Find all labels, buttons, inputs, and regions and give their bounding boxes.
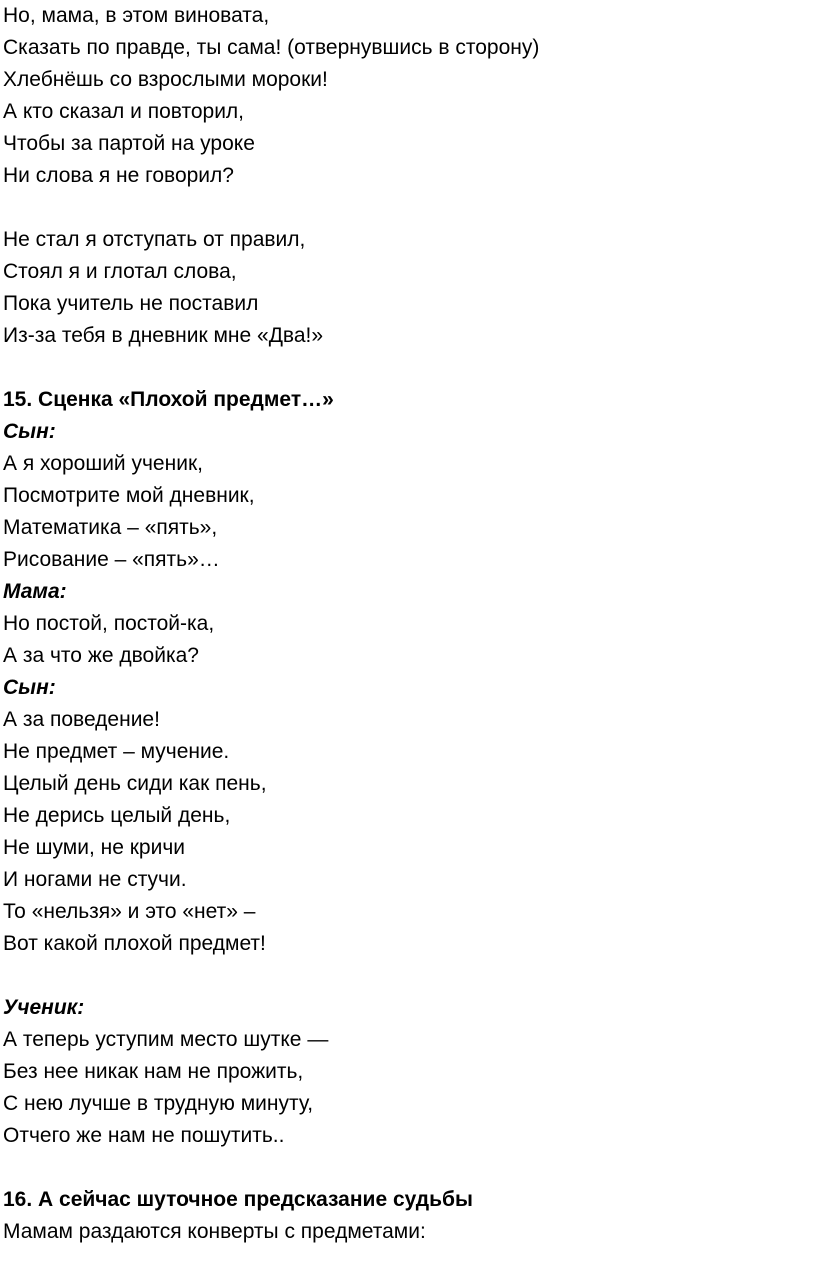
scene-15 — [3, 384, 813, 960]
poem-line: Без нее никак нам не прожить, — [3, 1060, 304, 1083]
dialogue-line: А за что же двойка? — [3, 644, 199, 667]
dialogue-line: А я хороший ученик, — [3, 452, 203, 475]
poem-stanza-1 — [3, 0, 813, 192]
poem-line: Из-за тебя в дневник мне «Два!» — [3, 324, 324, 347]
blank-line — [3, 960, 813, 992]
speaker-label-mom: Мама: — [3, 580, 67, 603]
dialogue-line: И ногами не стучи. — [3, 868, 187, 891]
dialogue-line: Целый день сиди как пень, — [3, 772, 267, 795]
dialogue-line: Не шуми, не кричи — [3, 836, 186, 859]
dialogue-line: Рисование – «пять»… — [3, 548, 220, 571]
document-page — [3, 0, 813, 1248]
speaker-label-son: Сын: — [3, 676, 56, 699]
poem-line: А кто сказал и повторил, — [3, 100, 245, 123]
section-16 — [3, 1184, 813, 1248]
poem-line: Но, мама, в этом виновата, — [3, 4, 270, 27]
speaker-label-pupil: Ученик: — [3, 996, 85, 1019]
poem-line: Чтобы за партой на уроке — [3, 132, 255, 155]
poem-line: Хлебнёшь со взрослыми мороки! — [3, 68, 328, 91]
poem-line: Пока учитель не поставил — [3, 292, 259, 315]
pupil-verse — [3, 992, 813, 1152]
poem-stanza-2 — [3, 224, 813, 352]
blank-line — [3, 1152, 813, 1184]
poem-line: Не стал я отступать от правил, — [3, 228, 306, 251]
dialogue-line: Но постой, постой-ка, — [3, 612, 215, 635]
poem-line: А теперь уступим место шутке — — [3, 1028, 329, 1051]
dialogue-line: Не дерись целый день, — [3, 804, 231, 827]
dialogue-line: То «нельзя» и это «нет» – — [3, 900, 256, 923]
dialogue-line: Вот какой плохой предмет! — [3, 932, 266, 955]
section-16-intro: Мамам раздаются конверты с предметами: — [3, 1220, 426, 1243]
dialogue-line: Не предмет – мучение. — [3, 740, 230, 763]
dialogue-line: Математика – «пять», — [3, 516, 218, 539]
blank-line — [3, 192, 813, 224]
poem-line: Отчего же нам не пошутить.. — [3, 1124, 285, 1147]
section-16-heading: 16. А сейчас шуточное предсказание судьбы — [3, 1188, 473, 1211]
dialogue-line: Посмотрите мой дневник, — [3, 484, 255, 507]
poem-line: Ни слова я не говорил? — [3, 164, 234, 187]
speaker-label-son: Сын: — [3, 420, 56, 443]
dialogue-line: А за поведение! — [3, 708, 160, 731]
scene-15-heading: 15. Сценка «Плохой предмет…» — [3, 388, 334, 411]
poem-line: Сказать по правде, ты сама! (отвернувшись в сторону) — [3, 36, 540, 59]
poem-line: С нею лучше в трудную минуту, — [3, 1092, 314, 1115]
poem-line: Стоял я и глотал слова, — [3, 260, 237, 283]
blank-line — [3, 352, 813, 384]
